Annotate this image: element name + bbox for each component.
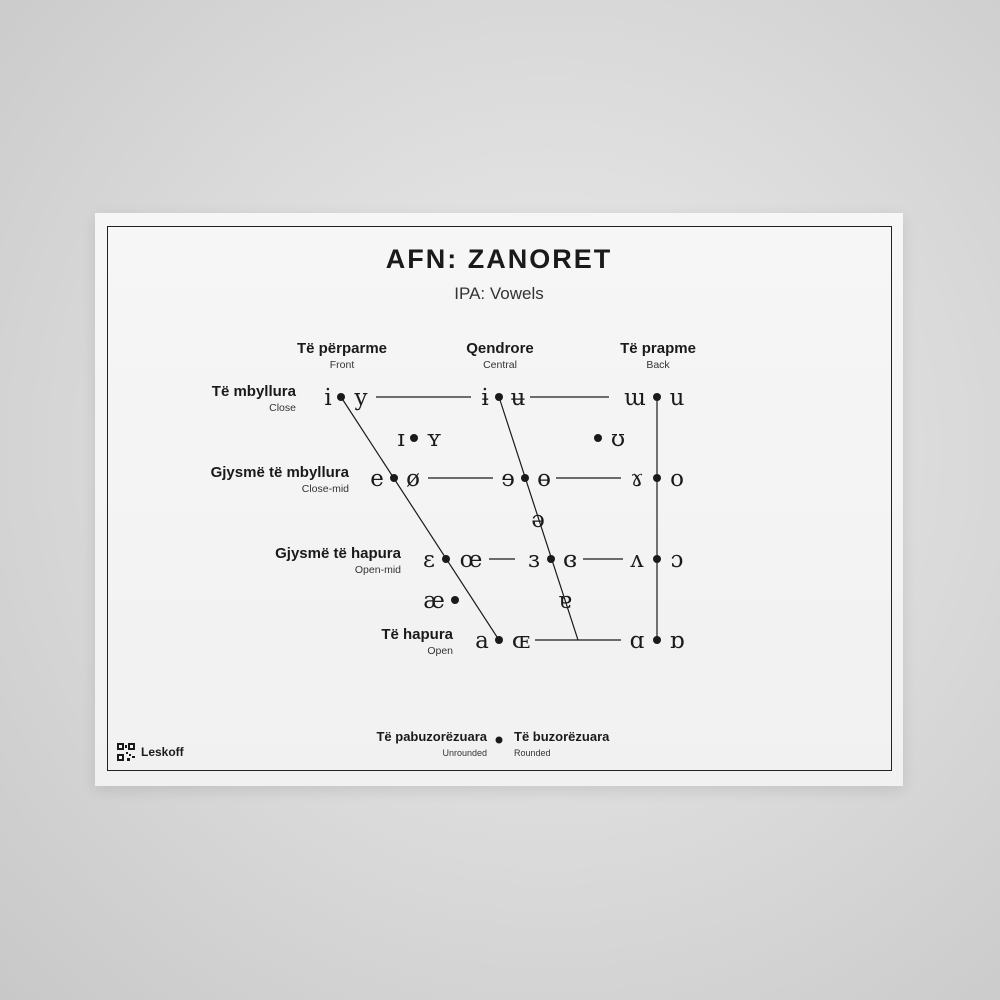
vowel-open-mid-back-unrounded: ʌ <box>630 547 644 573</box>
vowel-close-front-rounded: y <box>354 385 368 411</box>
row-close-sublabel: Close <box>269 402 296 414</box>
vowel-open-mid-front-rounded: œ <box>459 547 483 573</box>
column-front-sublabel: Front <box>329 359 355 371</box>
dot-open-back <box>653 636 661 644</box>
row-open-label: Të hapura <box>381 626 453 643</box>
column-back-sublabel: Back <box>646 359 670 371</box>
dot-open-mid-front <box>442 555 450 563</box>
vowel-near-open-front-unrounded: æ <box>423 588 445 614</box>
vowel-chart <box>95 213 903 786</box>
dot-near-close-back <box>594 434 602 442</box>
row-close-mid-label: Gjysmë të mbyllura <box>210 464 349 481</box>
legend-rounded-sublabel: Rounded <box>514 748 551 758</box>
brand <box>117 743 184 761</box>
vowel-near-open-central: ɐ <box>558 588 572 614</box>
legend-unrounded-sublabel: Unrounded <box>442 748 487 758</box>
vowel-open-front-unrounded: a <box>475 628 489 654</box>
row-close-mid-sublabel: Close-mid <box>301 483 349 495</box>
vowel-close-mid-back-rounded: o <box>670 466 684 492</box>
column-back-label: Të prapme <box>620 340 696 357</box>
vowel-mid-central: ə <box>531 507 545 533</box>
vowel-open-mid-back-rounded: ɔ <box>670 547 684 573</box>
dot-open-mid-central <box>547 555 555 563</box>
vowel-open-back-unrounded: ɑ <box>629 628 645 654</box>
vowel-open-front-rounded: ɶ <box>511 628 531 654</box>
chart-subtitle: IPA: Vowels <box>454 284 544 303</box>
vowel-near-close-back-rounded: ʊ <box>610 426 626 452</box>
vowel-close-back-rounded: u <box>669 385 685 411</box>
front-edge-line <box>341 397 499 640</box>
vowel-open-mid-front-unrounded: ɛ <box>423 547 435 573</box>
vowel-open-mid-central-unrounded: ɜ <box>528 547 540 573</box>
dot-close-central <box>495 393 503 401</box>
vowel-open-back-rounded: ɒ <box>669 628 685 654</box>
vowel-close-central-unrounded: ɨ <box>481 385 489 411</box>
vowel-close-front-unrounded: i <box>324 385 332 411</box>
vowel-close-mid-central-rounded: ɵ <box>537 466 551 492</box>
dot-close-mid-front <box>390 474 398 482</box>
vowel-close-mid-front-rounded: ø <box>406 466 420 492</box>
column-central-sublabel: Central <box>483 359 517 371</box>
brand-name: Leskoff <box>141 745 184 759</box>
column-front-label: Të përparme <box>296 340 388 357</box>
legend-rounded-label: Të buzorëzuara <box>514 729 610 744</box>
vowel-close-back-unrounded: ɯ <box>624 385 646 411</box>
vowel-close-mid-front-unrounded: e <box>370 466 384 492</box>
row-open-mid-sublabel: Open-mid <box>354 564 401 576</box>
poster <box>95 213 903 786</box>
chart-title: AFN: ZANORET <box>385 244 613 274</box>
row-open-mid-label: Gjysmë të hapura <box>275 545 401 562</box>
dot-open-front <box>495 636 503 644</box>
dot-close-front <box>337 393 345 401</box>
vowel-close-mid-central-unrounded: ɘ <box>501 466 515 492</box>
vowel-near-close-front-unrounded: ɪ <box>397 426 405 452</box>
dot-close-back <box>653 393 661 401</box>
legend-rounded <box>514 728 686 760</box>
dot-open-mid-back <box>653 555 661 563</box>
row-open-sublabel: Open <box>427 645 453 657</box>
legend-dot <box>496 737 503 744</box>
row-close-label: Të mbyllura <box>211 383 296 400</box>
vowel-open-mid-central-rounded: ɞ <box>562 547 578 573</box>
vowel-close-central-rounded: ʉ <box>510 385 526 411</box>
legend-unrounded <box>315 728 487 760</box>
dot-close-mid-central <box>521 474 529 482</box>
dot-close-mid-back <box>653 474 661 482</box>
dot-near-close-front <box>410 434 418 442</box>
column-central-label: Qendrore <box>466 340 534 357</box>
dot-near-open-front <box>451 596 459 604</box>
vowel-close-mid-back-unrounded: ɤ <box>630 466 644 492</box>
legend-unrounded-label: Të pabuzorëzuara <box>376 729 487 744</box>
qr-code-icon <box>117 743 135 761</box>
vowel-near-close-front-rounded: ʏ <box>426 426 442 452</box>
